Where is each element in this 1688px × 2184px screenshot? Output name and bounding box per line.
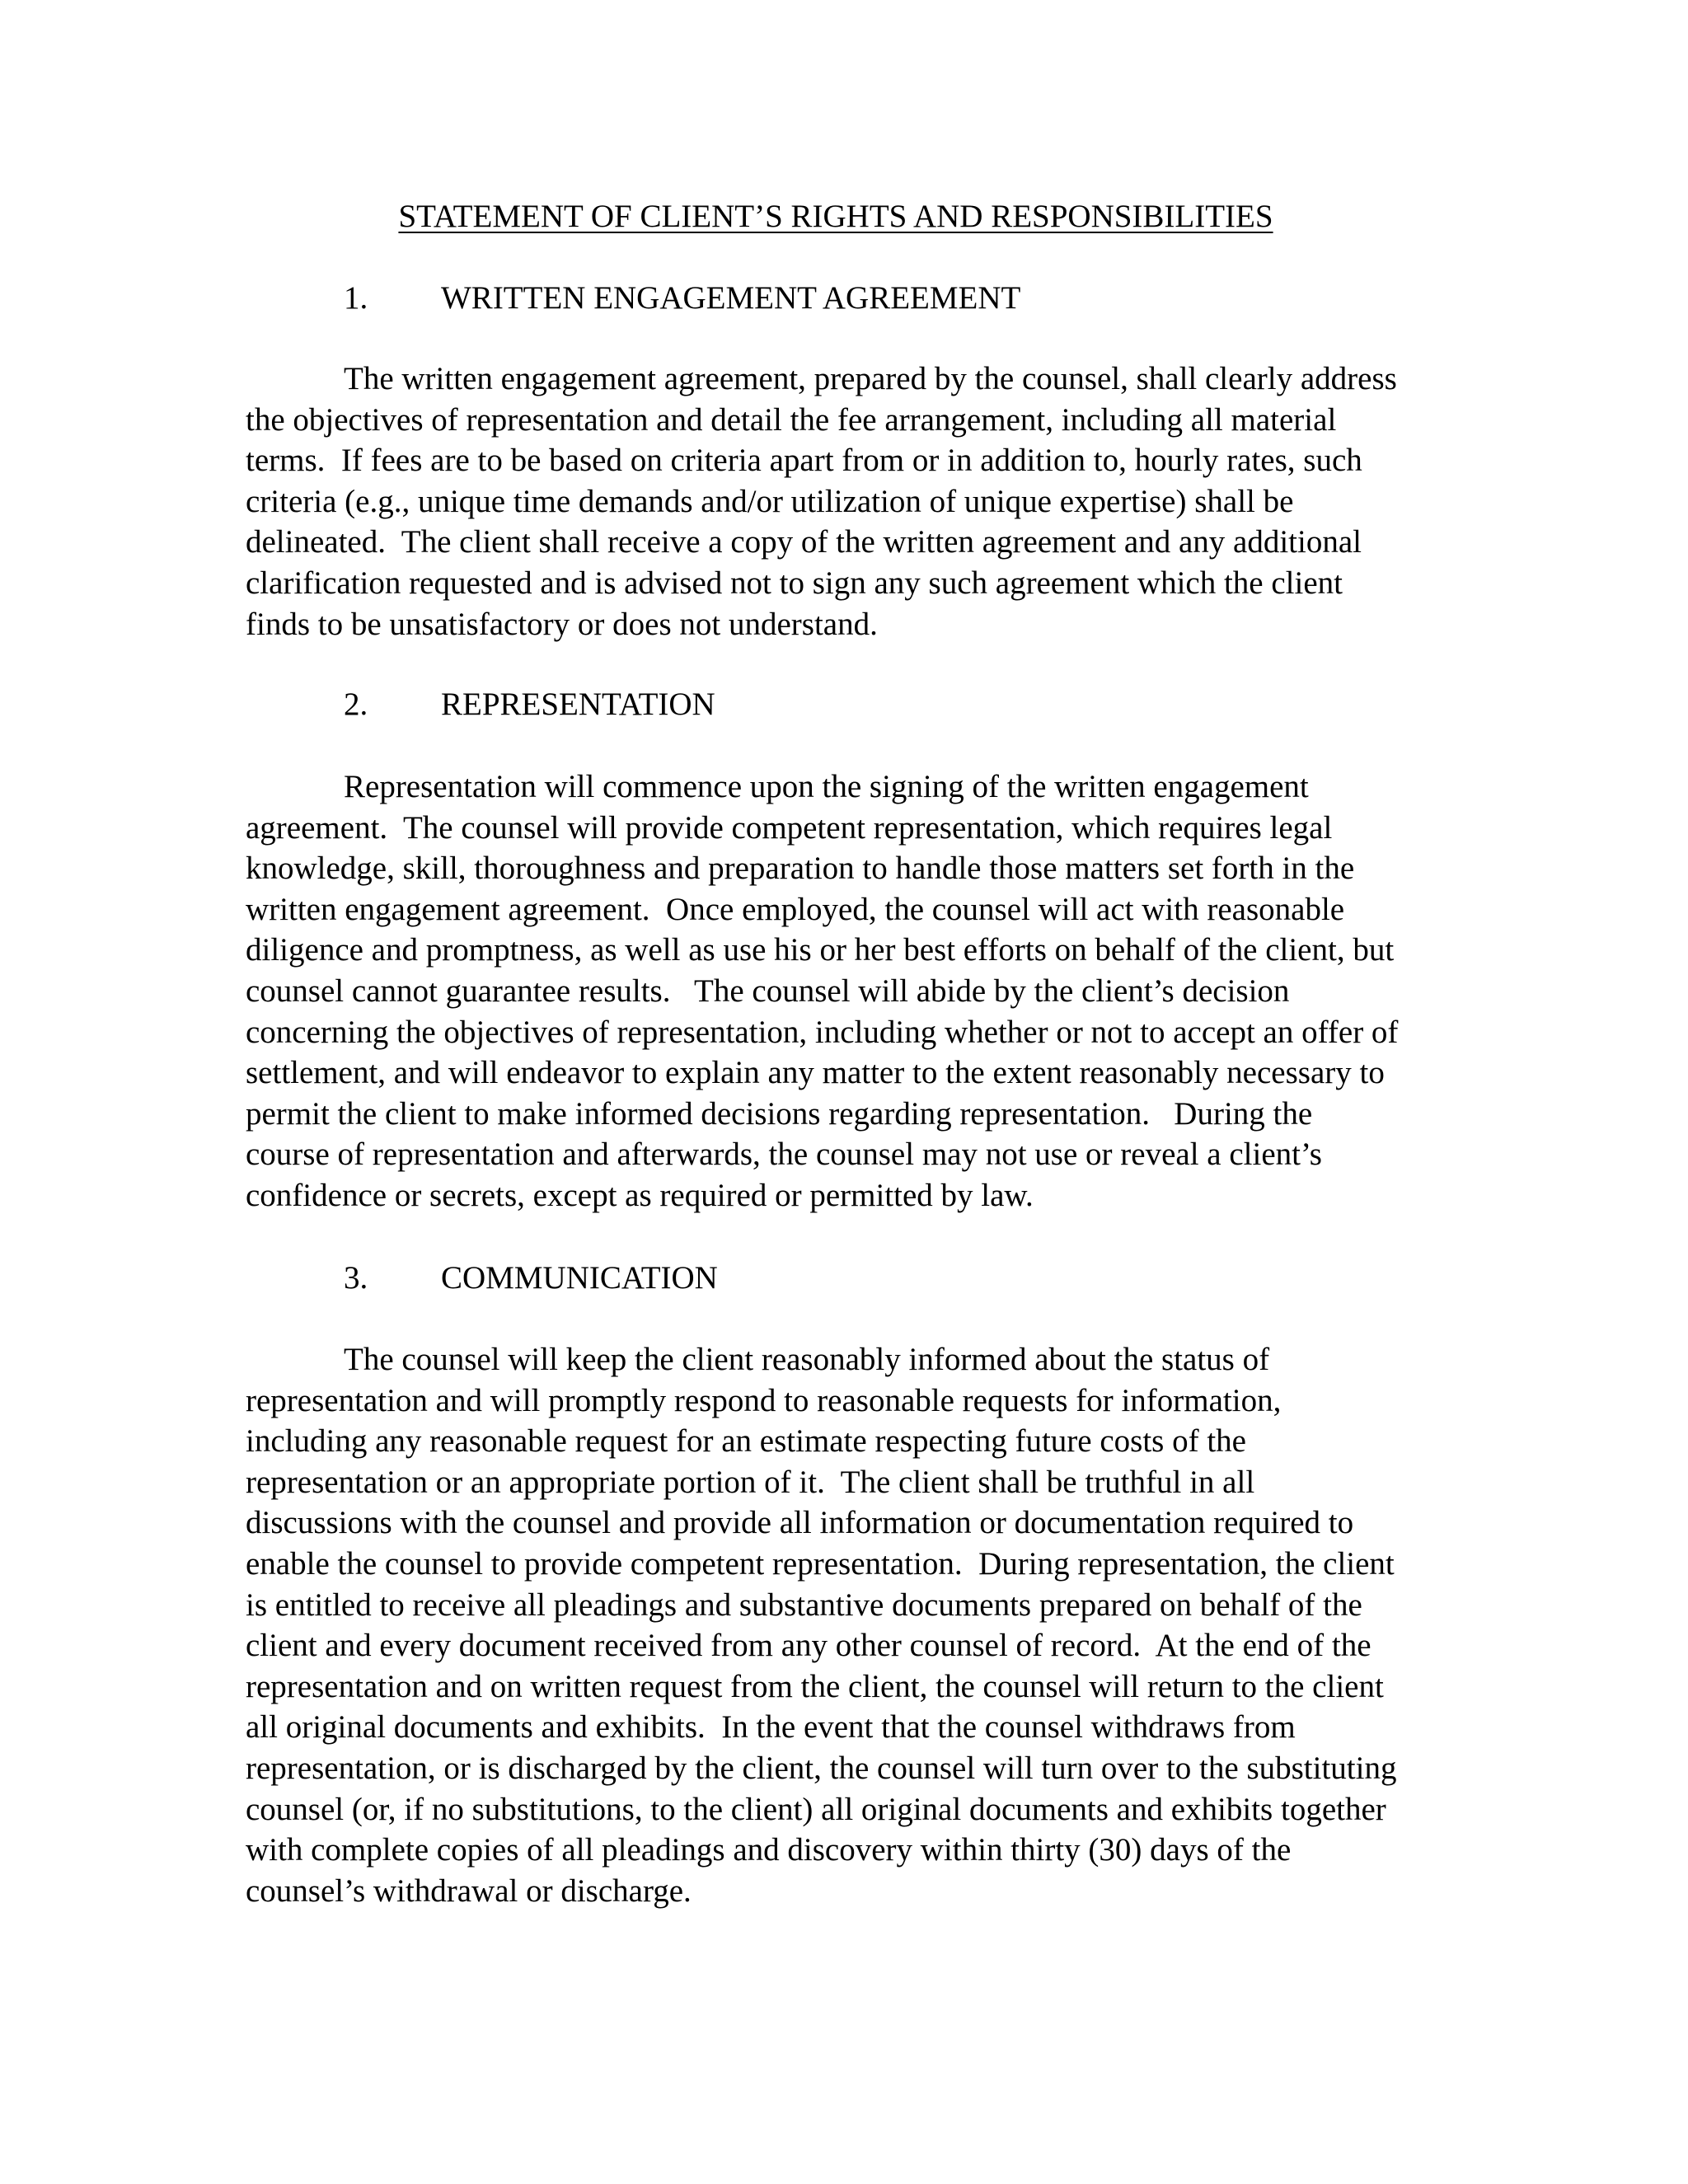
paragraph-line: settlement, and will endeavor to explain any matter to the extent reasonably necessary to — [246, 1055, 1385, 1091]
paragraph-line: confidence or secrets, except as required or permitted by law. — [246, 1177, 1034, 1213]
paragraph-line: discussions with the counsel and provide all information or documentation required to — [246, 1505, 1354, 1541]
paragraph-line: the objectives of representation and detail the fee arrangement, including all material — [246, 401, 1337, 438]
document-title: STATEMENT OF CLIENT’S RIGHTS AND RESPONSIBILITIES — [398, 199, 1273, 234]
paragraph-line: course of representation and afterwards, the counsel may not use or reveal a client’s — [246, 1137, 1322, 1173]
paragraph-line: concerning the objectives of representation, including whether or not to accept an offer of — [246, 1014, 1399, 1050]
paragraph-line: delineated. The client shall receive a copy of the written agreement and any additional — [246, 524, 1362, 560]
paragraph-line: terms. If fees are to be based on criteria apart from or in addition to, hourly rates, such — [246, 443, 1362, 479]
paragraph-line: representation and on written request from the client, the counsel will return to the client — [246, 1668, 1384, 1704]
paragraph-line: representation, or is discharged by the client, the counsel will turn over to the substituting — [246, 1750, 1397, 1786]
paragraph-line: knowledge, skill, thoroughness and preparation to handle those matters set forth in the — [246, 851, 1355, 887]
paragraph-line: clarification requested and is advised not to sign any such agreement which the client — [246, 565, 1343, 601]
paragraph-line: including any reasonable request for an estimate respecting future costs of the — [246, 1423, 1246, 1460]
paragraph-line: enable the counsel to provide competent representation. During representation, the client — [246, 1545, 1395, 1582]
paragraph-line: client and every document received from any other counsel of record. At the end of the — [246, 1628, 1372, 1664]
section-heading-text: COMMUNICATION — [441, 1260, 718, 1296]
section-paragraph-written-engagement-agreement — [246, 359, 1432, 644]
paragraph-line: Representation will commence upon the signing of the written engagement — [344, 769, 1309, 804]
section-paragraph-representation — [246, 766, 1432, 1216]
paragraph-line: counsel cannot guarantee results. The counsel will abide by the client’s decision — [246, 972, 1290, 1009]
paragraph-line: criteria (e.g., unique time demands and/or utilization of unique expertise) shall be — [246, 483, 1294, 519]
section-number: 1. — [344, 280, 368, 316]
section-heading-written-engagement-agreement — [344, 278, 1020, 319]
paragraph-line: with complete copies of all pleadings and discovery within thirty (30) days of the — [246, 1832, 1292, 1868]
section-paragraph-communication — [246, 1339, 1432, 1911]
section-number: 2. — [344, 687, 368, 722]
section-number: 3. — [344, 1260, 368, 1296]
paragraph-line: diligence and promptness, as well as use his or her best efforts on behalf of the client, but — [246, 932, 1395, 968]
paragraph-line: finds to be unsatisfactory or does not understand. — [246, 606, 878, 642]
section-heading-representation — [344, 684, 715, 725]
paragraph-line: The counsel will keep the client reasonably informed about the status of — [344, 1342, 1270, 1377]
paragraph-line: all original documents and exhibits. In the event that the counsel withdraws from — [246, 1709, 1296, 1746]
paragraph-line: representation and will promptly respond to reasonable requests for information, — [246, 1382, 1282, 1418]
paragraph-line: The written engagement agreement, prepared by the counsel, shall clearly address — [344, 361, 1397, 396]
section-heading-text: WRITTEN ENGAGEMENT AGREEMENT — [441, 280, 1021, 316]
paragraph-line: agreement. The counsel will provide competent representation, which requires legal — [246, 809, 1333, 846]
paragraph-line: representation or an appropriate portion of it. The client shall be truthful in all — [246, 1464, 1255, 1500]
paragraph-line: written engagement agreement. Once employed, the counsel will act with reasonable — [246, 891, 1345, 927]
section-heading-text: REPRESENTATION — [441, 687, 715, 722]
paragraph-line: is entitled to receive all pleadings and substantive documents prepared on behalf of the — [246, 1586, 1362, 1623]
paragraph-line: counsel’s withdrawal or discharge. — [246, 1872, 692, 1909]
section-heading-communication — [344, 1258, 718, 1299]
paragraph-line: permit the client to make informed decisions regarding representation. During the — [246, 1095, 1313, 1132]
paragraph-line: counsel (or, if no substitutions, to the client) all original documents and exhibits together — [246, 1791, 1386, 1827]
